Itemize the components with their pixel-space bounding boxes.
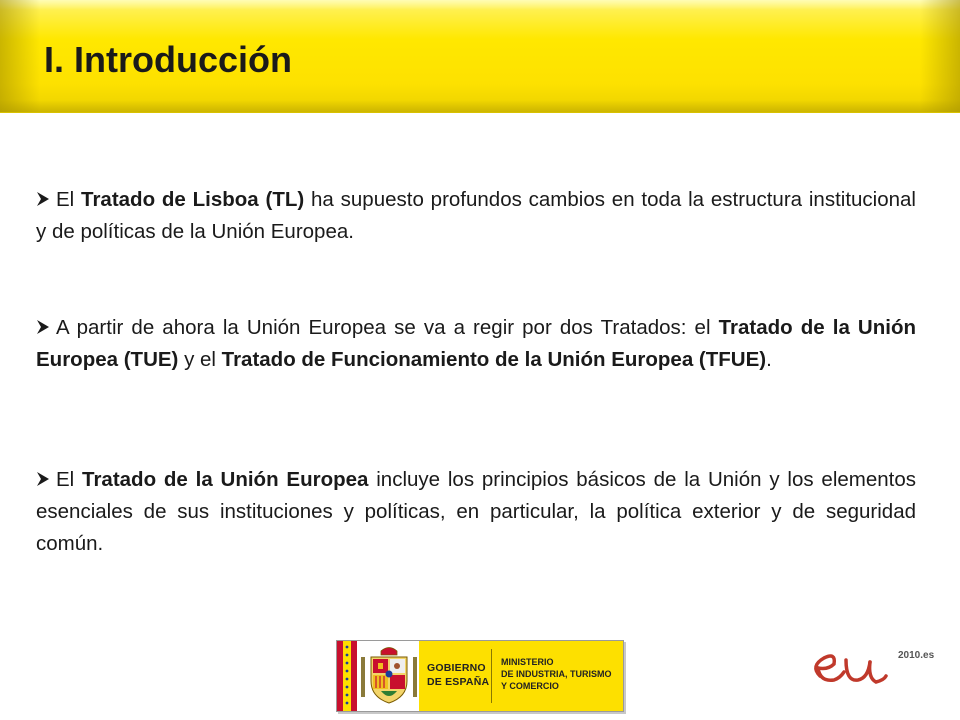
title-bar-left-shade <box>0 0 40 112</box>
title-bar-bottom-shade <box>0 100 960 112</box>
bullet-text: . <box>766 348 772 371</box>
title-bar <box>0 0 960 113</box>
arrow-bullet-icon <box>36 319 50 335</box>
government-line-2: DE ESPAÑA <box>427 676 490 688</box>
bullet-item <box>36 184 916 248</box>
bullet-text: El <box>56 188 82 211</box>
logo-text-panel <box>419 641 623 711</box>
bullet-bold-text: Tratado de Funcionamiento de la Unión Europea (TFUE) <box>221 348 767 371</box>
bullet-text: El <box>56 468 83 491</box>
bullet-bold-text: Tratado de la Unión Europea <box>82 468 369 491</box>
bullet-item <box>36 464 916 560</box>
ministry-line-3: Y COMERCIO <box>501 681 559 691</box>
coat-of-arms-icon <box>359 645 419 707</box>
eu-logo-year: 2010.es <box>898 650 934 661</box>
ministry-line-1: MINISTERIO <box>501 657 554 667</box>
arrow-bullet-icon <box>36 191 50 207</box>
slide-title: I. Introducción <box>44 39 292 80</box>
bullet-bold-text: Tratado de Lisboa (TL) <box>81 188 305 211</box>
government-line-1: GOBIERNO <box>427 662 486 674</box>
government-label <box>427 661 489 689</box>
title-bar-right-shade <box>920 0 960 112</box>
bullet-item <box>36 312 916 376</box>
eu-presidency-logo <box>806 636 934 696</box>
bullet-text: y el <box>178 348 222 371</box>
ministry-label <box>501 656 612 692</box>
bullet-text: incluye los principios básicos de la Unión y los elementos esenciales de sus instituciones y políticas, en particular, la política exterior y de seguridad común. <box>36 468 916 555</box>
logo-divider <box>491 649 492 703</box>
bullet-text: ha supuesto profundos cambios en toda la estructura institucional y de políticas de la Unión Europea. <box>36 188 916 243</box>
ministry-line-2: DE INDUSTRIA, TURISMO <box>501 669 612 679</box>
title-bar-highlight <box>0 0 960 10</box>
arrow-bullet-icon <box>36 471 50 487</box>
government-of-spain-logo <box>336 640 624 712</box>
bullet-bold-text: Tratado de la Unión Europea (TUE) <box>36 316 916 371</box>
bullet-text: A partir de ahora la Unión Europea se va a regir por dos Tratados: el <box>56 316 719 339</box>
spain-flag-icon <box>337 641 357 711</box>
